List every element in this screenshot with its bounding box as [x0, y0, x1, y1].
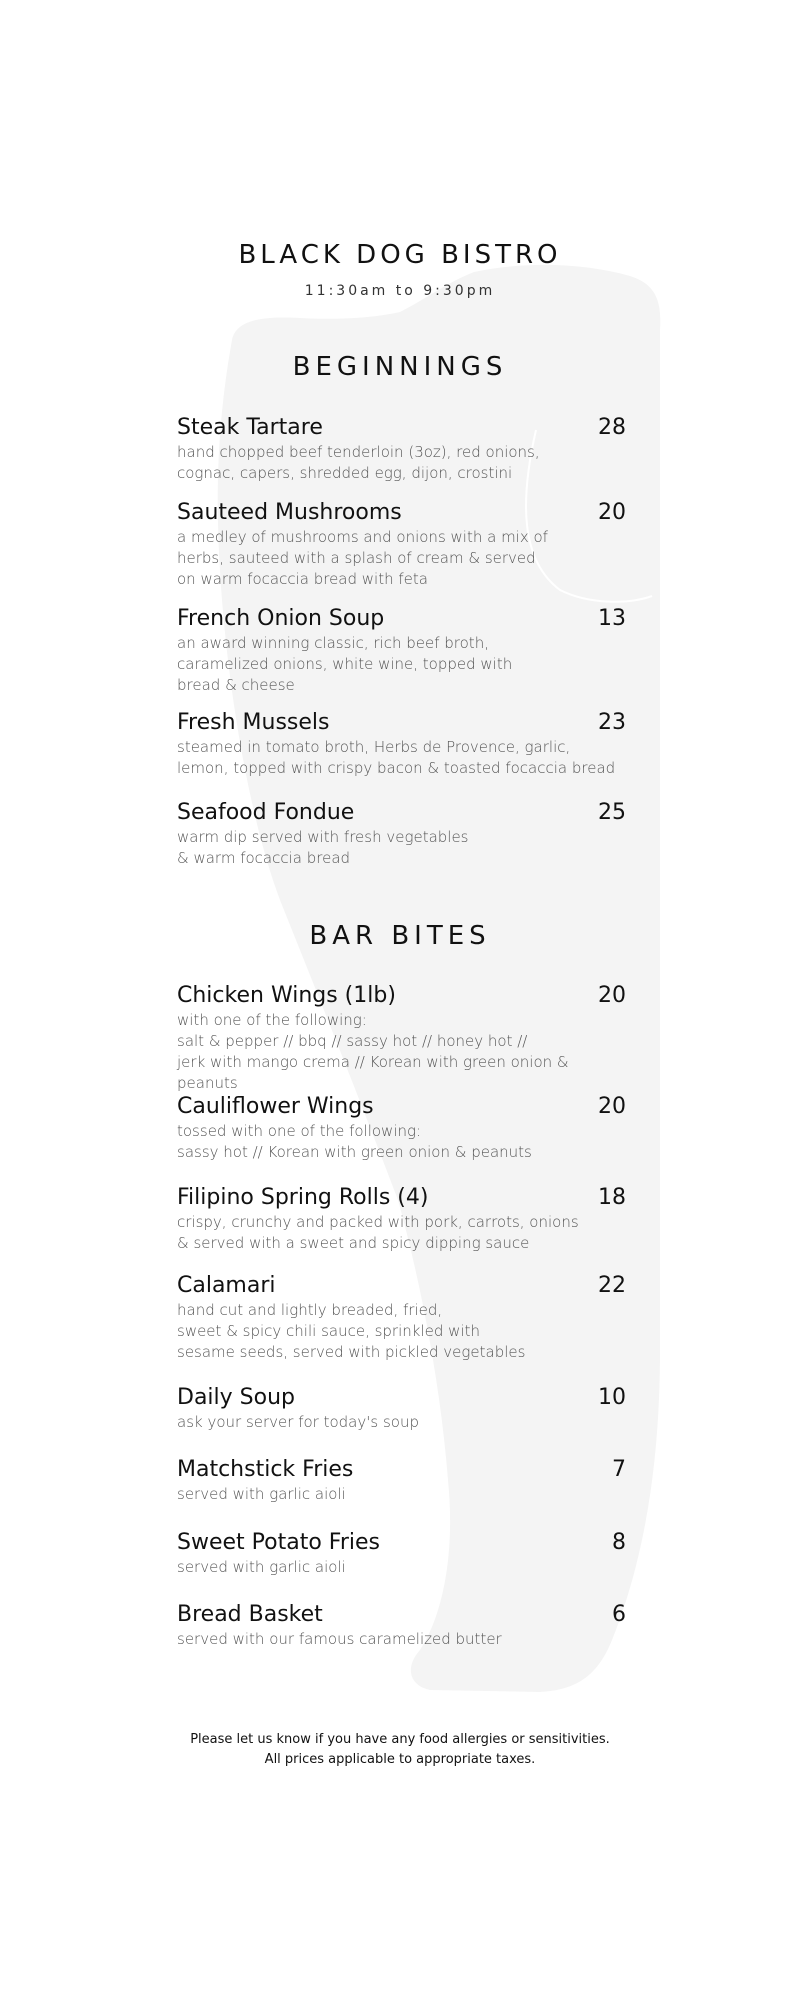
menu-item-name: Chicken Wings (1lb): [177, 983, 396, 1008]
menu-item-price: 6: [612, 1602, 626, 1627]
menu-item-description: hand chopped beef tenderloin (3oz), red onions, cognac, capers, shredded egg, dijon, crostini: [177, 443, 540, 482]
menu-item-description: hand cut and lightly breaded, fried, sweet & spicy chili sauce, sprinkled with sesame seeds, served with pickled vegetables: [177, 1301, 526, 1361]
menu-item-name: Calamari: [177, 1273, 276, 1298]
menu-item-name: Cauliflower Wings: [177, 1094, 374, 1119]
restaurant-name: BLACK DOG BISTRO: [238, 240, 562, 270]
menu-item: [177, 983, 626, 1094]
menu-item-price: 20: [598, 500, 626, 525]
menu-item-price: 10: [598, 1385, 626, 1410]
menu-item: [177, 1273, 626, 1363]
menu-item-description: served with garlic aioli: [177, 1558, 346, 1576]
menu-item-description: an award winning classic, rich beef broth, caramelized onions, white wine, topped with bread & cheese: [177, 634, 513, 694]
allergy-notice-line: Please let us know if you have any food allergies or sensitivities.: [190, 1732, 610, 1747]
opening-hours: 11:30am to 9:30pm: [304, 283, 496, 299]
menu-item: [177, 500, 626, 590]
menu-item-description: served with our famous caramelized butter: [177, 1630, 502, 1648]
menu-item-description: tossed with one of the following: sassy hot // Korean with green onion & peanuts: [177, 1122, 532, 1161]
menu-item-description: served with garlic aioli: [177, 1485, 346, 1503]
menu-item-name: Matchstick Fries: [177, 1457, 354, 1482]
menu-item-price: 23: [598, 710, 626, 735]
menu-item-name: Steak Tartare: [177, 415, 323, 440]
menu-item: [177, 415, 626, 484]
menu-item-name: Filipino Spring Rolls (4): [177, 1185, 429, 1210]
menu-item: [177, 1185, 626, 1254]
menu-item-name: Daily Soup: [177, 1385, 295, 1410]
allergy-notice: [0, 1730, 800, 1770]
menu-item-price: 28: [598, 415, 626, 440]
menu-item: [177, 800, 626, 869]
tax-notice-line: All prices applicable to appropriate taxes.: [264, 1752, 536, 1767]
menu-item-price: 20: [598, 1094, 626, 1119]
menu-item-description: warm dip served with fresh vegetables & warm focaccia bread: [177, 828, 469, 867]
menu-item-price: 7: [612, 1457, 626, 1482]
menu-item: [177, 1457, 626, 1505]
menu-item-description: steamed in tomato broth, Herbs de Provence, garlic, lemon, topped with crispy bacon & toasted focaccia bread: [177, 738, 616, 777]
menu-item-description: with one of the following: salt & pepper // bbq // sassy hot // honey hot // jerk with mango crema // Korean with green onion & peanuts: [177, 1011, 569, 1092]
section-title-beginnings: BEGINNINGS: [292, 352, 508, 382]
menu-item-description: ask your server for today's soup: [177, 1413, 419, 1431]
section-title-bar-bites: BAR BITES: [309, 921, 491, 951]
menu-item-price: 13: [598, 606, 626, 631]
menu-item: [177, 606, 626, 696]
menu-item-description: a medley of mushrooms and onions with a mix of herbs, sauteed with a splash of cream & served on warm focaccia bread with feta: [177, 528, 548, 588]
menu-item-name: French Onion Soup: [177, 606, 385, 631]
menu-item-name: Sweet Potato Fries: [177, 1530, 380, 1555]
menu-item-name: Sauteed Mushrooms: [177, 500, 402, 525]
menu-item-price: 25: [598, 800, 626, 825]
menu-item-price: 8: [612, 1530, 626, 1555]
menu-item-name: Bread Basket: [177, 1602, 323, 1627]
menu-item-price: 18: [598, 1185, 626, 1210]
menu-item-name: Fresh Mussels: [177, 710, 330, 735]
menu-item-description: crispy, crunchy and packed with pork, carrots, onions & served with a sweet and spicy dipping sauce: [177, 1213, 579, 1252]
menu-item: [177, 1385, 626, 1433]
menu-item: [177, 1530, 626, 1578]
menu-item-name: Seafood Fondue: [177, 800, 355, 825]
menu-item: [177, 710, 626, 779]
menu-item: [177, 1094, 626, 1163]
menu-item-price: 20: [598, 983, 626, 1008]
menu-item: [177, 1602, 626, 1650]
menu-item-price: 22: [598, 1273, 626, 1298]
